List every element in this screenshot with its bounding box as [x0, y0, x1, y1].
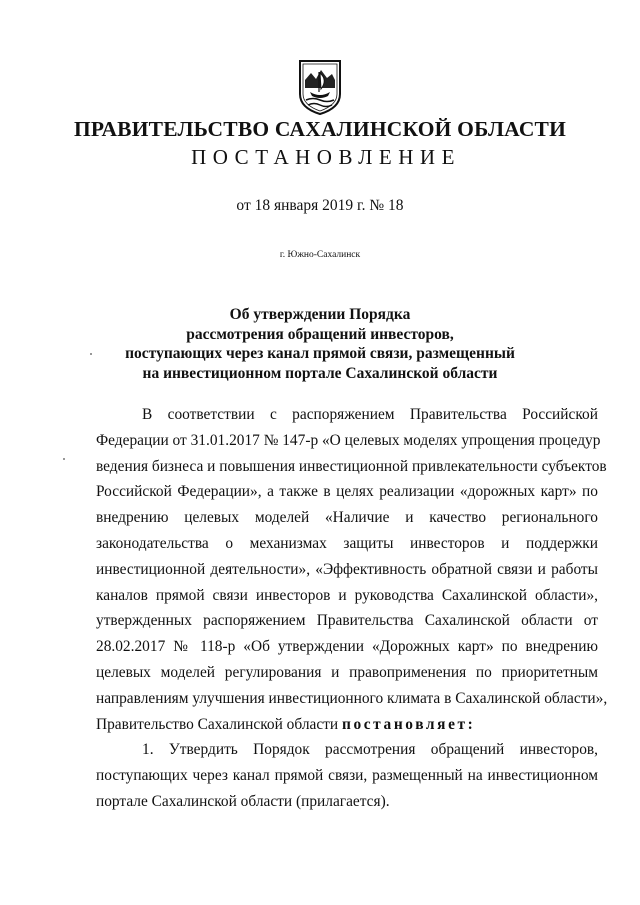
subject-line: Об утверждении Порядка — [229, 306, 411, 323]
preamble-line: В соответствии с распоряжением Правительства Российской — [142, 406, 598, 423]
decree-date-number: от 18 января 2019 г. № 18 — [236, 197, 404, 214]
decree-body — [96, 402, 608, 815]
preamble-line: Российской Федерации», а также в целях реализации «дорожных карт» по — [96, 483, 598, 501]
scan-speck — [63, 458, 65, 460]
decree-subject — [0, 305, 640, 383]
scan-speck — [90, 353, 92, 355]
subject-line: поступающих через канал прямой связи, размещенный — [125, 345, 515, 362]
decree-city: г. Южно-Сахалинск — [279, 250, 361, 260]
preamble-line: законодательства о механизмах защиты инвесторов и поддержки — [96, 534, 598, 552]
preamble-line: утвержденных распоряжением Правительства Сахалинской области от — [96, 612, 598, 630]
subject-line: рассмотрения обращений инвесторов, — [186, 325, 454, 343]
preamble-line: Федерации от 31.01.2017 № 147-р «О целевых моделях упрощения процедур — [96, 431, 601, 449]
preamble-line: каналов прямой связи инвесторов и руководства Сахалинской области», — [96, 586, 598, 604]
document-type: ПОСТАНОВЛЕНИЕ — [191, 145, 461, 169]
resolves-prefix: Правительство Сахалинской области — [96, 715, 342, 733]
preamble-line: 28.02.2017 № 118-р «Об утверждении «Дорожных карт» по внедрению — [96, 638, 598, 656]
item-1-line: портале Сахалинской области (прилагается). — [96, 792, 390, 810]
resolves-line — [96, 712, 598, 738]
preamble-line: целевых моделей регулирования и правоприменения по приоритетным — [96, 663, 598, 681]
preamble-line: направлениям улучшения инвестиционного климата в Сахалинской области», — [96, 689, 608, 707]
resolves-word: постановляет: — [341, 715, 476, 733]
item-1-line: 1. Утвердить Порядок рассмотрения обращений инвесторов, — [142, 741, 598, 759]
subject-line: на инвестиционном портале Сахалинской области — [142, 364, 498, 382]
preamble-line: внедрению целевых моделей «Наличие и качество регионального — [96, 509, 598, 527]
government-title: ПРАВИТЕЛЬСТВО САХАЛИНСКОЙ ОБЛАСТИ — [73, 117, 567, 141]
item-1-line: поступающих через канал прямой связи, размещенный на инвестиционном — [96, 767, 598, 785]
preamble-line: ведения бизнеса и повышения инвестиционной привлекательности субъектов — [96, 457, 607, 475]
coat-of-arms-icon — [297, 58, 343, 116]
preamble-line: инвестиционной деятельности», «Эффективность обратной связи и работы — [96, 560, 598, 578]
